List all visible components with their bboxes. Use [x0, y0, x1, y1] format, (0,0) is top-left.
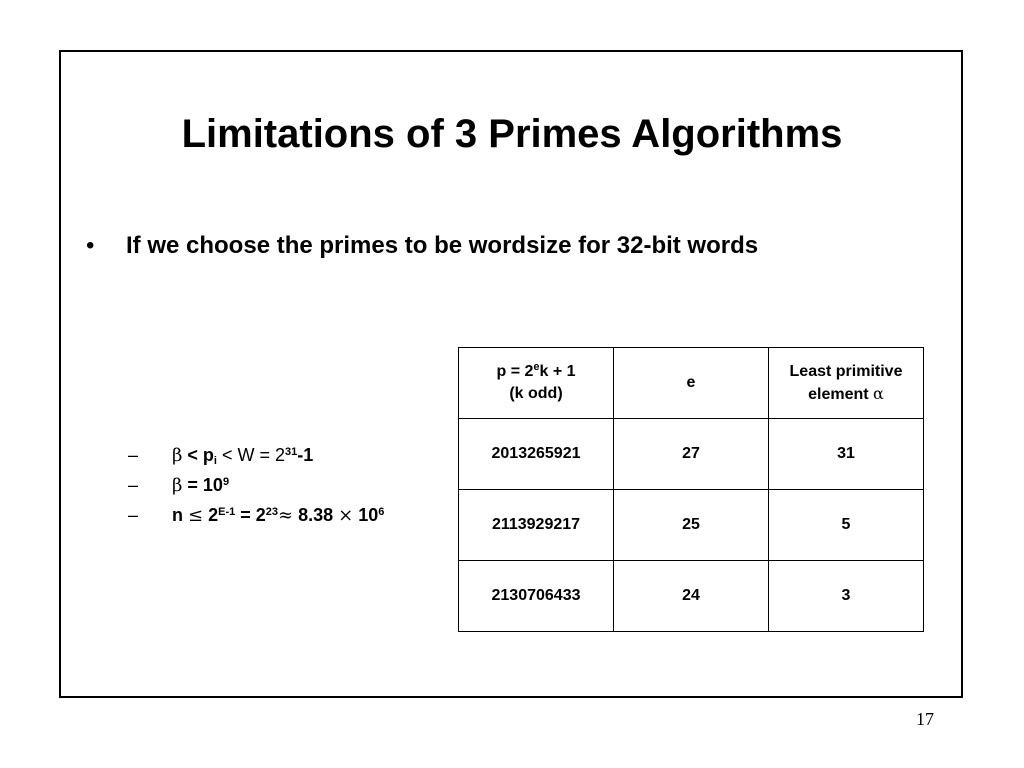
table-row — [459, 419, 924, 490]
text-fragment: = 2 — [235, 505, 266, 525]
cell-p: 2130706433 — [459, 561, 614, 632]
cell-e: 27 — [614, 419, 769, 490]
cell-p: 2113929217 — [459, 490, 614, 561]
sub-bullet-marker: – — [128, 445, 139, 465]
cell-p: 2013265921 — [459, 419, 614, 490]
cell-alpha: 31 — [769, 419, 924, 490]
alpha-symbol: α — [873, 383, 884, 403]
text-fragment: 10 — [353, 505, 379, 525]
superscript: 31 — [285, 446, 298, 458]
header-line — [459, 361, 613, 383]
text-fragment: p = 2 — [496, 363, 534, 380]
text-fragment: 2 — [203, 505, 219, 525]
table-row — [459, 561, 924, 632]
sub-bullet-list — [128, 440, 384, 530]
page-number: 17 — [916, 709, 934, 729]
table-header-row — [459, 348, 924, 419]
sub-bullet-text — [172, 500, 384, 531]
superscript: 6 — [378, 506, 385, 518]
table-row — [459, 490, 924, 561]
cell-alpha: 5 — [769, 490, 924, 561]
sub-bullet-beta-value — [128, 470, 384, 500]
sub-bullet-marker: – — [128, 475, 139, 495]
bullet-marker: • — [86, 232, 95, 259]
text-fragment: < W = 2 — [216, 445, 286, 465]
slide-title: Limitations of 3 Primes Algorithms — [181, 112, 843, 156]
superscript: 23 — [265, 506, 279, 518]
bullet-item — [86, 229, 758, 263]
times-symbol: × — [338, 505, 354, 526]
bullet-text: If we choose the primes to be wordsize for 32-bit words — [126, 232, 759, 259]
superscript: 9 — [222, 476, 230, 488]
header-cell-e: e — [614, 348, 769, 419]
cell-alpha: 3 — [769, 561, 924, 632]
subscript: i — [213, 455, 217, 467]
cell-e: 25 — [614, 490, 769, 561]
header-line: (k odd) — [509, 385, 563, 402]
header-line — [769, 383, 923, 406]
sub-bullet-n-bound — [128, 500, 384, 530]
approx-symbol: ≈ — [278, 505, 294, 526]
primes-table — [458, 347, 924, 632]
beta-symbol: β — [172, 445, 183, 466]
text-fragment: 8.38 — [293, 505, 339, 525]
beta-symbol: β — [172, 475, 183, 496]
superscript: e — [533, 361, 540, 373]
text-fragment: element — [808, 385, 874, 403]
leq-symbol: ≤ — [188, 505, 204, 526]
header-cell-p — [459, 348, 614, 419]
text-fragment: = 10 — [182, 475, 223, 495]
superscript: E-1 — [218, 506, 236, 518]
sub-bullet-text — [172, 440, 313, 471]
text-fragment: < p — [182, 445, 214, 465]
cell-e: 24 — [614, 561, 769, 632]
text-fragment: n — [172, 505, 188, 525]
text-fragment: -1 — [297, 445, 314, 465]
header-cell-alpha — [769, 348, 924, 419]
header-line: Least primitive — [789, 362, 903, 380]
text-fragment: k + 1 — [539, 363, 576, 380]
sub-bullet-beta-range — [128, 440, 384, 470]
sub-bullet-marker: – — [128, 505, 139, 525]
sub-bullet-text — [172, 470, 229, 501]
